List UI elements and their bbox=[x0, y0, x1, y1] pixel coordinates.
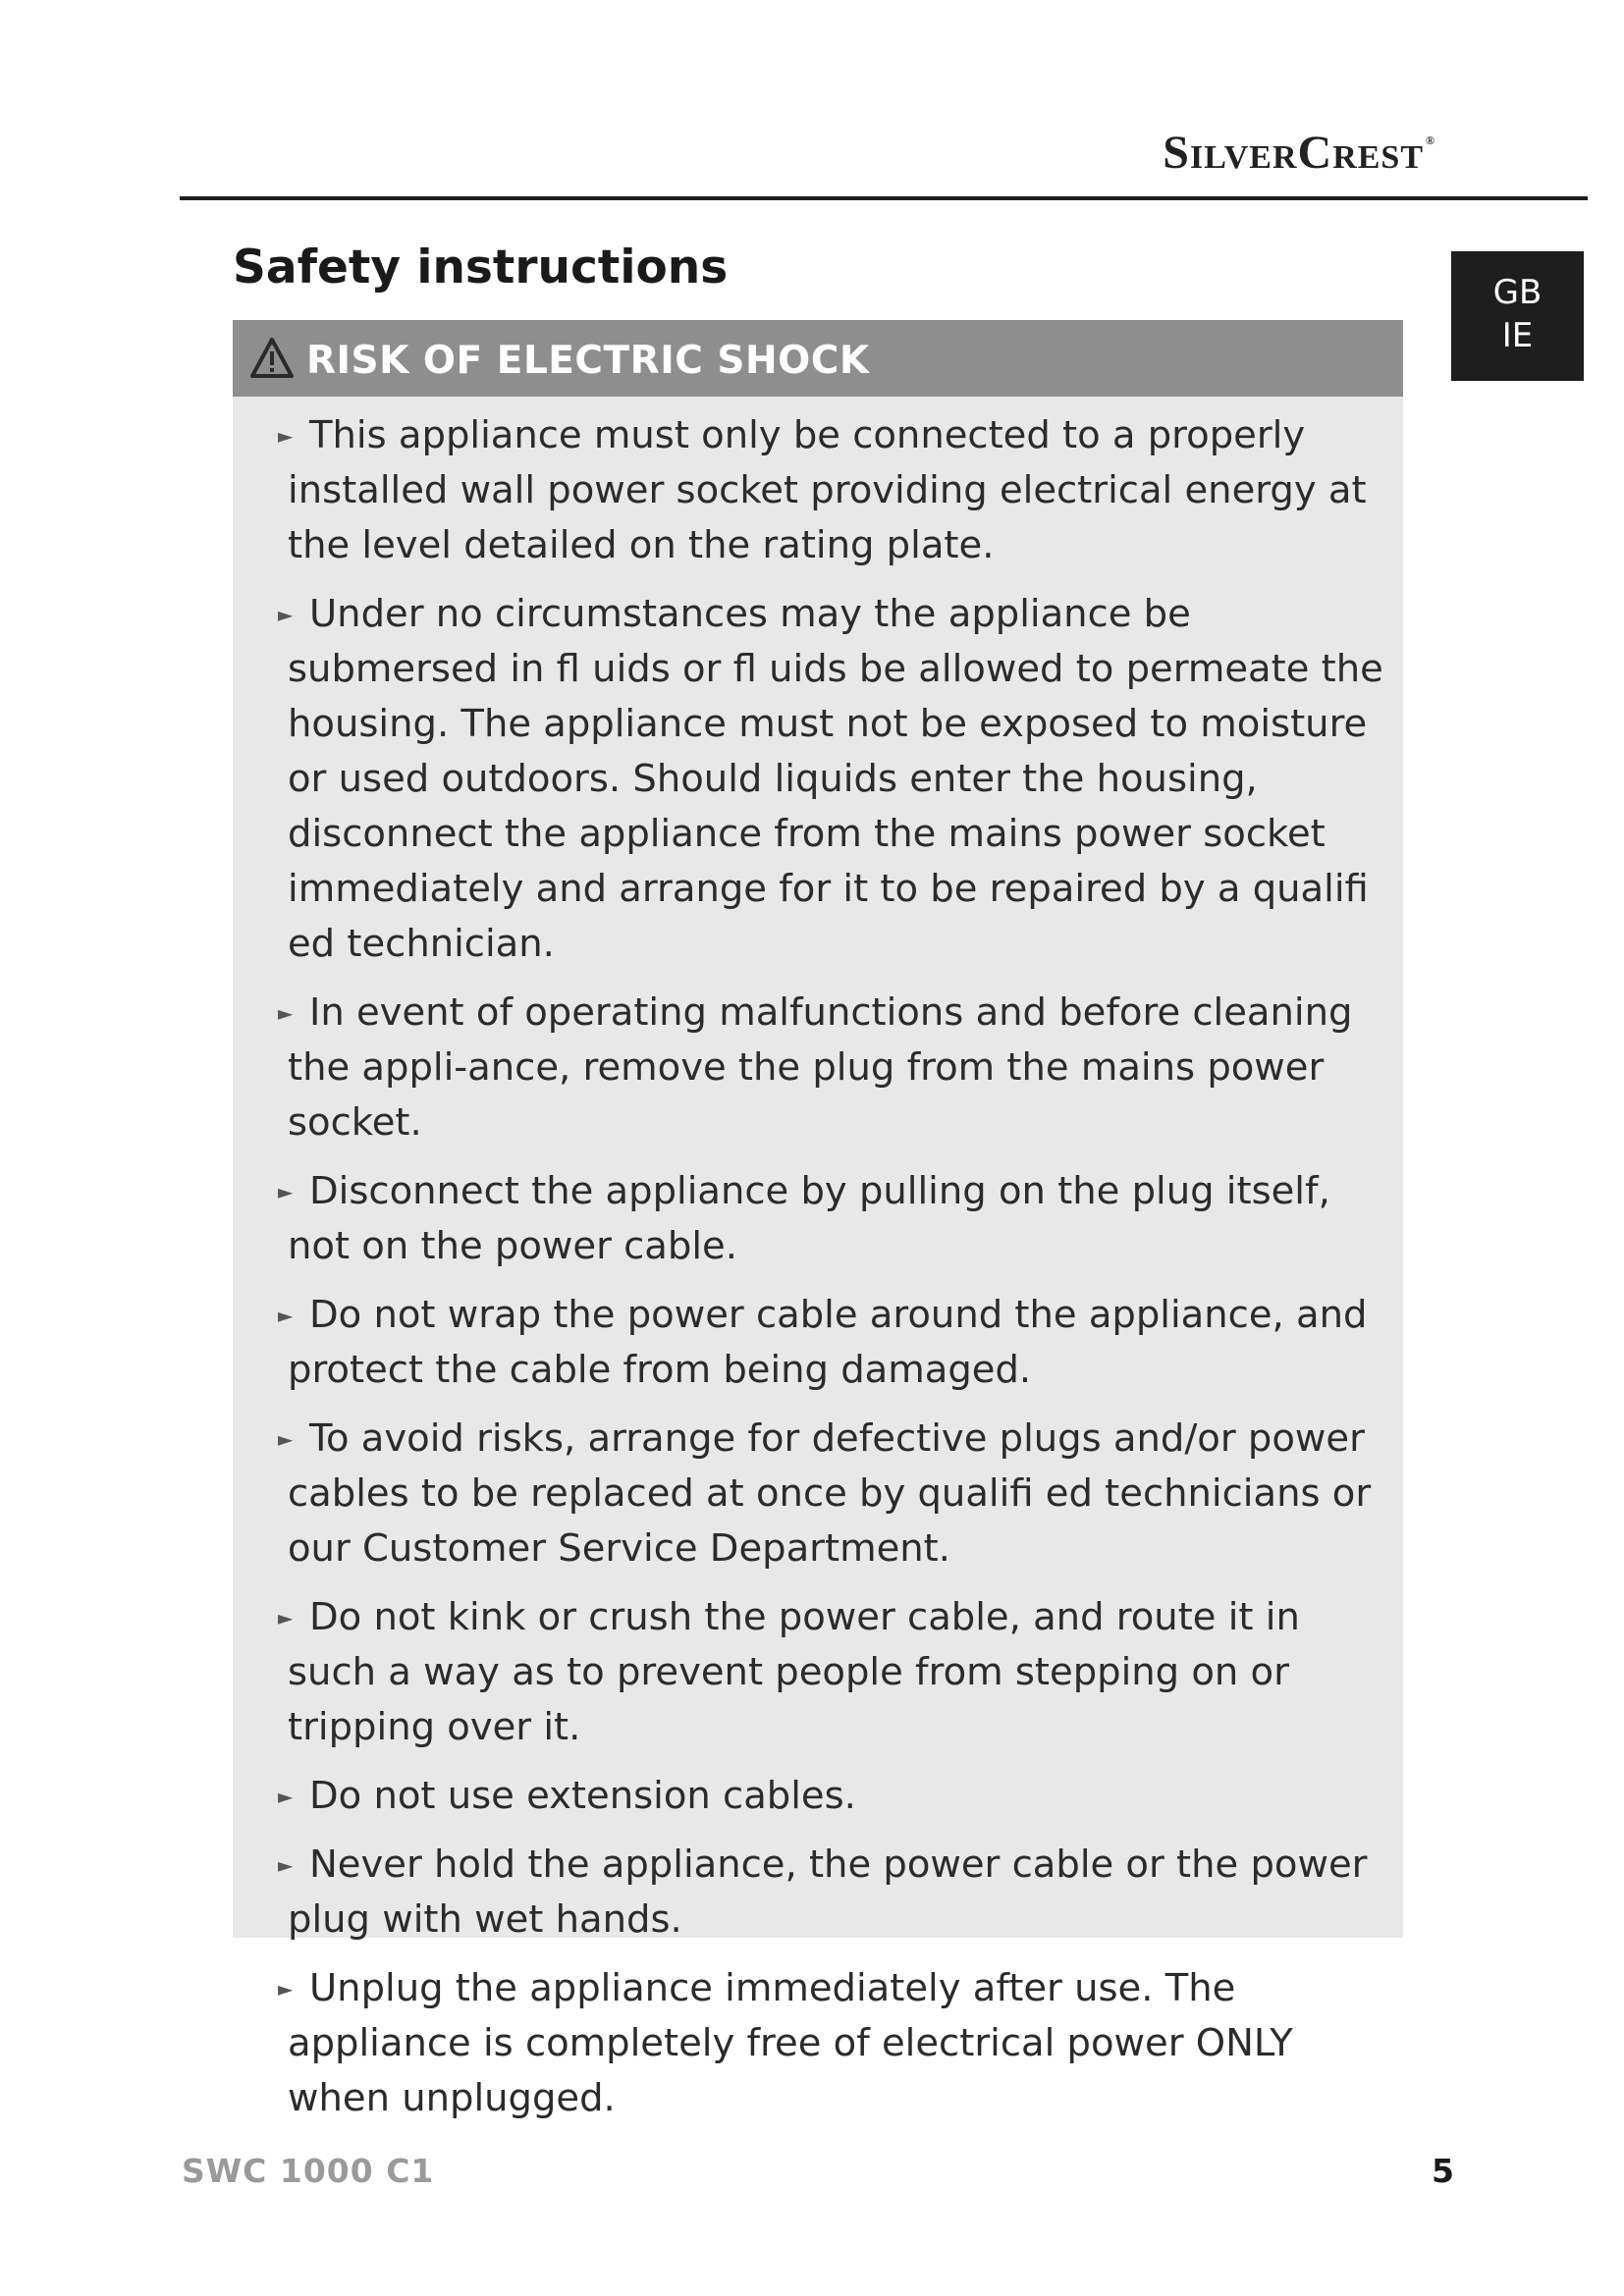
language-code-gb: GB bbox=[1492, 273, 1543, 312]
safety-item-text: Do not wrap the power cable around the appliance, and protect the cable from being damaged. bbox=[288, 1293, 1368, 1392]
arrow-bullet-icon: ► bbox=[278, 1304, 294, 1327]
warning-title: RISK OF ELECTRIC SHOCK bbox=[306, 338, 870, 383]
warning-triangle-icon bbox=[249, 336, 295, 381]
language-code-ie: IE bbox=[1501, 316, 1534, 355]
arrow-bullet-icon: ► bbox=[278, 424, 294, 448]
safety-list bbox=[233, 397, 1403, 2126]
safety-item bbox=[278, 587, 1389, 972]
section-title: Safety instructions bbox=[233, 240, 729, 294]
arrow-bullet-icon: ► bbox=[278, 1853, 294, 1877]
arrow-bullet-icon: ► bbox=[278, 1606, 294, 1629]
safety-item bbox=[278, 1412, 1389, 1576]
registered-mark: ® bbox=[1426, 133, 1435, 147]
arrow-bullet-icon: ► bbox=[278, 1427, 294, 1451]
language-tab bbox=[1451, 251, 1584, 381]
model-number: SWC 1000 C1 bbox=[182, 2152, 435, 2190]
header-divider bbox=[180, 196, 1588, 200]
safety-item-text: Never hold the appliance, the power cable or the power plug with wet hands. bbox=[288, 1842, 1368, 1942]
safety-item bbox=[278, 986, 1389, 1150]
safety-item-text: Do not kink or crush the power cable, and route it in such a way as to prevent people from stepping on or tripping over it. bbox=[288, 1595, 1300, 1749]
arrow-bullet-icon: ► bbox=[278, 1180, 294, 1203]
safety-item bbox=[278, 408, 1389, 573]
arrow-bullet-icon: ► bbox=[278, 603, 294, 626]
safety-item-text: This appliance must only be connected to a properly installed wall power socket providing electrical energy at the level detailed on the rating plate. bbox=[288, 413, 1367, 567]
page-number: 5 bbox=[1432, 2152, 1454, 2190]
safety-item bbox=[278, 1838, 1389, 1948]
safety-item bbox=[278, 1590, 1389, 1755]
safety-item bbox=[278, 1961, 1389, 2126]
brand-logo bbox=[1163, 126, 1435, 180]
safety-item-text: Disconnect the appliance by pulling on the plug itself, not on the power cable. bbox=[288, 1169, 1330, 1268]
safety-item-text: Under no circumstances may the appliance be submersed in fl uids or fl uids be allowed to permeate the housing. The appliance must not be exposed to moisture or used outdoors. Should liquids enter the housing, disconnect the appliance from the mains power socket immediately and arrange for it to be repaired by a qualifi ed technician. bbox=[288, 592, 1383, 966]
arrow-bullet-icon: ► bbox=[278, 1785, 294, 1808]
safety-item bbox=[278, 1164, 1389, 1274]
safety-item-text: Unplug the appliance immediately after use. The appliance is completely free of electrical power ONLY when unplugged. bbox=[288, 1966, 1293, 2120]
warning-header bbox=[233, 320, 1403, 397]
safety-item-text: In event of operating malfunctions and before cleaning the appli-ance, remove the plug from the mains power socket. bbox=[288, 990, 1353, 1145]
arrow-bullet-icon: ► bbox=[278, 1977, 294, 2001]
safety-item bbox=[278, 1288, 1389, 1398]
safety-item-text: Do not use extension cables. bbox=[309, 1774, 856, 1818]
safety-item bbox=[278, 1769, 1389, 1824]
safety-item-text: To avoid risks, arrange for defective plugs and/or power cables to be replaced at once by qualifi ed technicians or our Customer Service Department. bbox=[288, 1416, 1372, 1571]
brand-name: SilverCrest bbox=[1163, 127, 1425, 179]
warning-box bbox=[233, 320, 1403, 2120]
arrow-bullet-icon: ► bbox=[278, 1001, 294, 1025]
